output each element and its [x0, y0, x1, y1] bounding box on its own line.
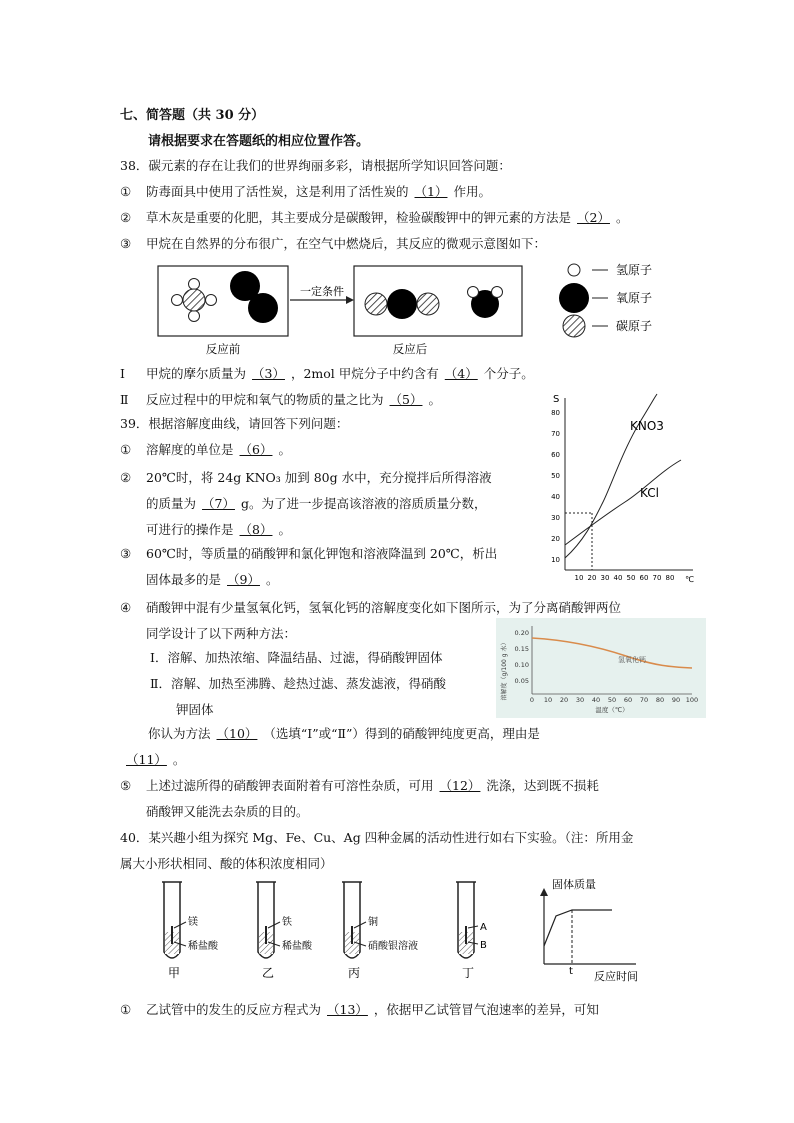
q38-stem: 38．碳元素的存在让我们的世界绚丽多彩，请根据所学知识回答问题： [120, 158, 511, 173]
x-tick: 10 [574, 574, 584, 582]
hydrogen-atom [172, 295, 183, 306]
q39-item-5-line1: ⑤ 上述过滤所得的硝酸钾表面附着有可溶性杂质，可用 （12） 洗涤，达到既不损耗 [120, 778, 599, 793]
caoh2-series-label: 氢氧化钙 [618, 656, 646, 664]
y-tick: 40 [551, 493, 560, 501]
oxygen-atom [365, 293, 387, 315]
tube-name: 乙 [262, 966, 275, 980]
x-tick: 80 [665, 574, 675, 582]
q39-item-2-line2: 的质量为 （7） g。为了进一步提高该溶液的溶质质量分数， [146, 496, 487, 511]
legend-carbon: 碳原子 [616, 319, 653, 333]
section-instruction: 请根据要求在答题纸的相应位置作答。 [148, 134, 370, 149]
tube-ding [456, 882, 487, 980]
answer-blank[interactable]: （12） [439, 778, 481, 793]
tube-metal-label: A [480, 922, 487, 933]
x-tick: 100 [685, 696, 699, 704]
tube-metal-label: 铁 [282, 917, 292, 928]
method-2-cont: 钾固体 [176, 702, 214, 717]
answer-blank[interactable]: （4） [444, 366, 478, 381]
section-title: 七、简答题（共 30 分） [120, 108, 265, 123]
answer-blank[interactable]: （3） [252, 366, 285, 381]
x-tick: 0 [529, 696, 535, 704]
y-tick: 60 [551, 451, 560, 459]
hydrogen-atom [206, 295, 217, 306]
hydrogen-legend-icon [568, 264, 580, 276]
hydrogen-atom [189, 311, 200, 322]
q39-item-3-line1: ③ 60℃时，等质量的硝酸钾和氯化钾饱和溶液降温到 20℃，析出 [120, 546, 498, 561]
q38-sub-2: Ⅱ 反应过程中的甲烷和氧气的物质的量之比为 （5） 。 [120, 392, 441, 407]
x-tick: 40 [613, 574, 623, 582]
y-tick: 10 [551, 556, 560, 564]
kcl-label: KCl [640, 486, 659, 500]
x-tick: 40 [591, 696, 601, 704]
answer-blank[interactable]: （8） [239, 522, 273, 537]
answer-blank[interactable]: （13） [327, 1002, 368, 1017]
x-tick: 50 [626, 574, 636, 582]
x-axis-label: 反应时间 [594, 970, 638, 983]
legend-hydrogen: 氢原子 [616, 263, 653, 277]
q39-item-1: ① 溶解度的单位是 （6） 。 [120, 442, 291, 457]
q39-item-3-line2: 固体最多的是 （9） 。 [146, 572, 279, 587]
q38-item-3: ③ 甲烷在自然界的分布很广，在空气中燃烧后，其反应的微观示意图如下： [120, 236, 547, 251]
answer-blank[interactable]: （5） [389, 392, 423, 407]
answer-blank[interactable]: （2） [577, 210, 610, 225]
q40-stem-line1: 40．某兴趣小组为探究 Mg、Fe、Cu、Ag 四种金属的活动性进行如右下实验。（注：所用金 [120, 830, 634, 845]
y-tick: 0.05 [514, 677, 529, 685]
q39-item-5-line2: 硝酸钾又能洗去杂质的目的。 [146, 804, 309, 819]
x-tick: 70 [639, 696, 649, 704]
legend-oxygen: 氧原子 [616, 291, 653, 305]
x-tick: 90 [671, 696, 681, 704]
x-axis-unit: ℃ [685, 575, 694, 584]
y-tick: 20 [551, 535, 560, 543]
mass-curve [544, 910, 612, 946]
method-1: Ⅰ．溶解、加热浓缩、降温结晶、过滤，得硝酸钾固体 [150, 650, 443, 665]
reaction-diagram [150, 258, 670, 358]
t-label: t [569, 966, 573, 977]
q40-stem-line2: 属大小形状相同、酸的体积浓度相同） [120, 856, 333, 871]
caoh2-solubility-chart [496, 618, 706, 718]
x-tick: 60 [623, 696, 633, 704]
q39-stem: 39．根据溶解度曲线，请回答下列问题： [120, 416, 349, 431]
q38-item-1: ① 防毒面具中使用了活性炭，这是利用了活性炭的 （1） 作用。 [120, 184, 491, 199]
y-tick: 0.15 [514, 645, 529, 653]
tube-liquid-label: 稀盐酸 [188, 941, 218, 952]
kcl-curve [565, 460, 681, 545]
hydrogen-atom [189, 279, 200, 290]
x-tick: 70 [652, 574, 662, 582]
y-tick: 50 [551, 472, 560, 480]
q38-sub-1: Ⅰ 甲烷的摩尔质量为 （3） ，2mol 甲烷分子中约含有 （4） 个分子。 [120, 366, 534, 381]
tube-bing [342, 882, 418, 980]
solubility-curve-chart [545, 390, 705, 590]
oxygen-legend-icon [559, 283, 589, 313]
x-tick: 20 [559, 696, 569, 704]
q39-item-4-question: 你认为方法 （10） （选填“Ⅰ”或“Ⅱ”）得到的硝酸钾纯度更高，理由是 [148, 726, 540, 741]
after-label: 反应后 [392, 342, 428, 356]
solid-mass-graph [526, 876, 656, 986]
answer-blank[interactable]: （1） [414, 184, 448, 199]
q39-item-2-line1: ② 20℃时，将 24g KNO₃ 加到 80g 水中，充分搅拌后所得溶液 [120, 470, 492, 485]
tube-liquid-label: 稀盐酸 [282, 941, 312, 952]
carbon-atom [387, 289, 417, 319]
method-2: Ⅱ．溶解、加热至沸腾、趁热过滤、蒸发滤液，得硝酸 [150, 676, 446, 691]
carbon-legend-icon [563, 315, 585, 337]
hydrogen-atom [492, 287, 503, 298]
answer-blank[interactable]: （10） [216, 726, 258, 741]
y-tick: 30 [551, 514, 560, 522]
test-tubes-figure [150, 876, 490, 986]
tube-liquid-label: 硝酸银溶液 [368, 941, 418, 952]
arrow-label: 一定条件 [300, 285, 344, 298]
tube-name: 甲 [168, 966, 181, 980]
q39-item-4-question-cont: （11） 。 [120, 750, 185, 768]
x-tick: 50 [607, 696, 617, 704]
q39-item-2-line3: 可进行的操作是 （8） 。 [146, 522, 291, 537]
tube-jia [162, 882, 219, 980]
carbon-atom [183, 289, 205, 311]
tube-name: 丙 [348, 966, 361, 980]
x-tick: 30 [575, 696, 585, 704]
y-tick: 80 [551, 409, 560, 417]
answer-blank[interactable]: （11） [126, 752, 167, 767]
answer-blank[interactable]: （9） [227, 572, 260, 587]
y-axis-label: S [553, 394, 560, 405]
q39-item-4-line2: 同学设计了以下两种方法： [146, 626, 297, 641]
y-axis-label: 溶解度（g/100 g 水） [501, 639, 508, 701]
q38-item-2: ② 草木灰是重要的化肥，其主要成分是碳酸钾，检验碳酸钾中的钾元素的方法是 （2） 。 [120, 210, 629, 225]
tube-metal-label: 镁 [188, 917, 198, 928]
y-tick: 70 [551, 430, 560, 438]
tube-yi [256, 882, 313, 980]
before-label: 反应前 [205, 342, 241, 356]
answer-blank[interactable]: （7） [202, 496, 235, 511]
q39-item-4-line1: ④ 硝酸钾中混有少量氢氧化钙，氢氧化钙的溶解度变化如下图所示，为了分离硝酸钾两位 [120, 600, 622, 615]
x-tick: 10 [543, 696, 553, 704]
answer-blank[interactable]: （6） [239, 442, 273, 457]
y-tick: 0.10 [514, 661, 529, 669]
q40-item-1: ① 乙试管中的发生的反应方程式为 （13） ，依据甲乙试管冒气泡速率的差异，可知 [120, 1002, 599, 1017]
x-tick: 80 [655, 696, 665, 704]
x-axis-label: 温度（℃） [595, 706, 629, 714]
y-tick: 0.20 [514, 629, 529, 637]
tube-liquid-label: B [480, 940, 487, 951]
y-axis-label: 固体质量 [552, 878, 596, 891]
oxygen-atom [417, 293, 439, 315]
x-tick: 30 [600, 574, 610, 582]
x-tick: 20 [587, 574, 597, 582]
kno3-label: KNO3 [630, 419, 664, 433]
oxygen-atom [248, 293, 278, 323]
tube-name: 丁 [462, 966, 475, 980]
tube-metal-label: 铜 [368, 917, 378, 928]
x-tick: 60 [639, 574, 649, 582]
hydrogen-atom [468, 287, 479, 298]
